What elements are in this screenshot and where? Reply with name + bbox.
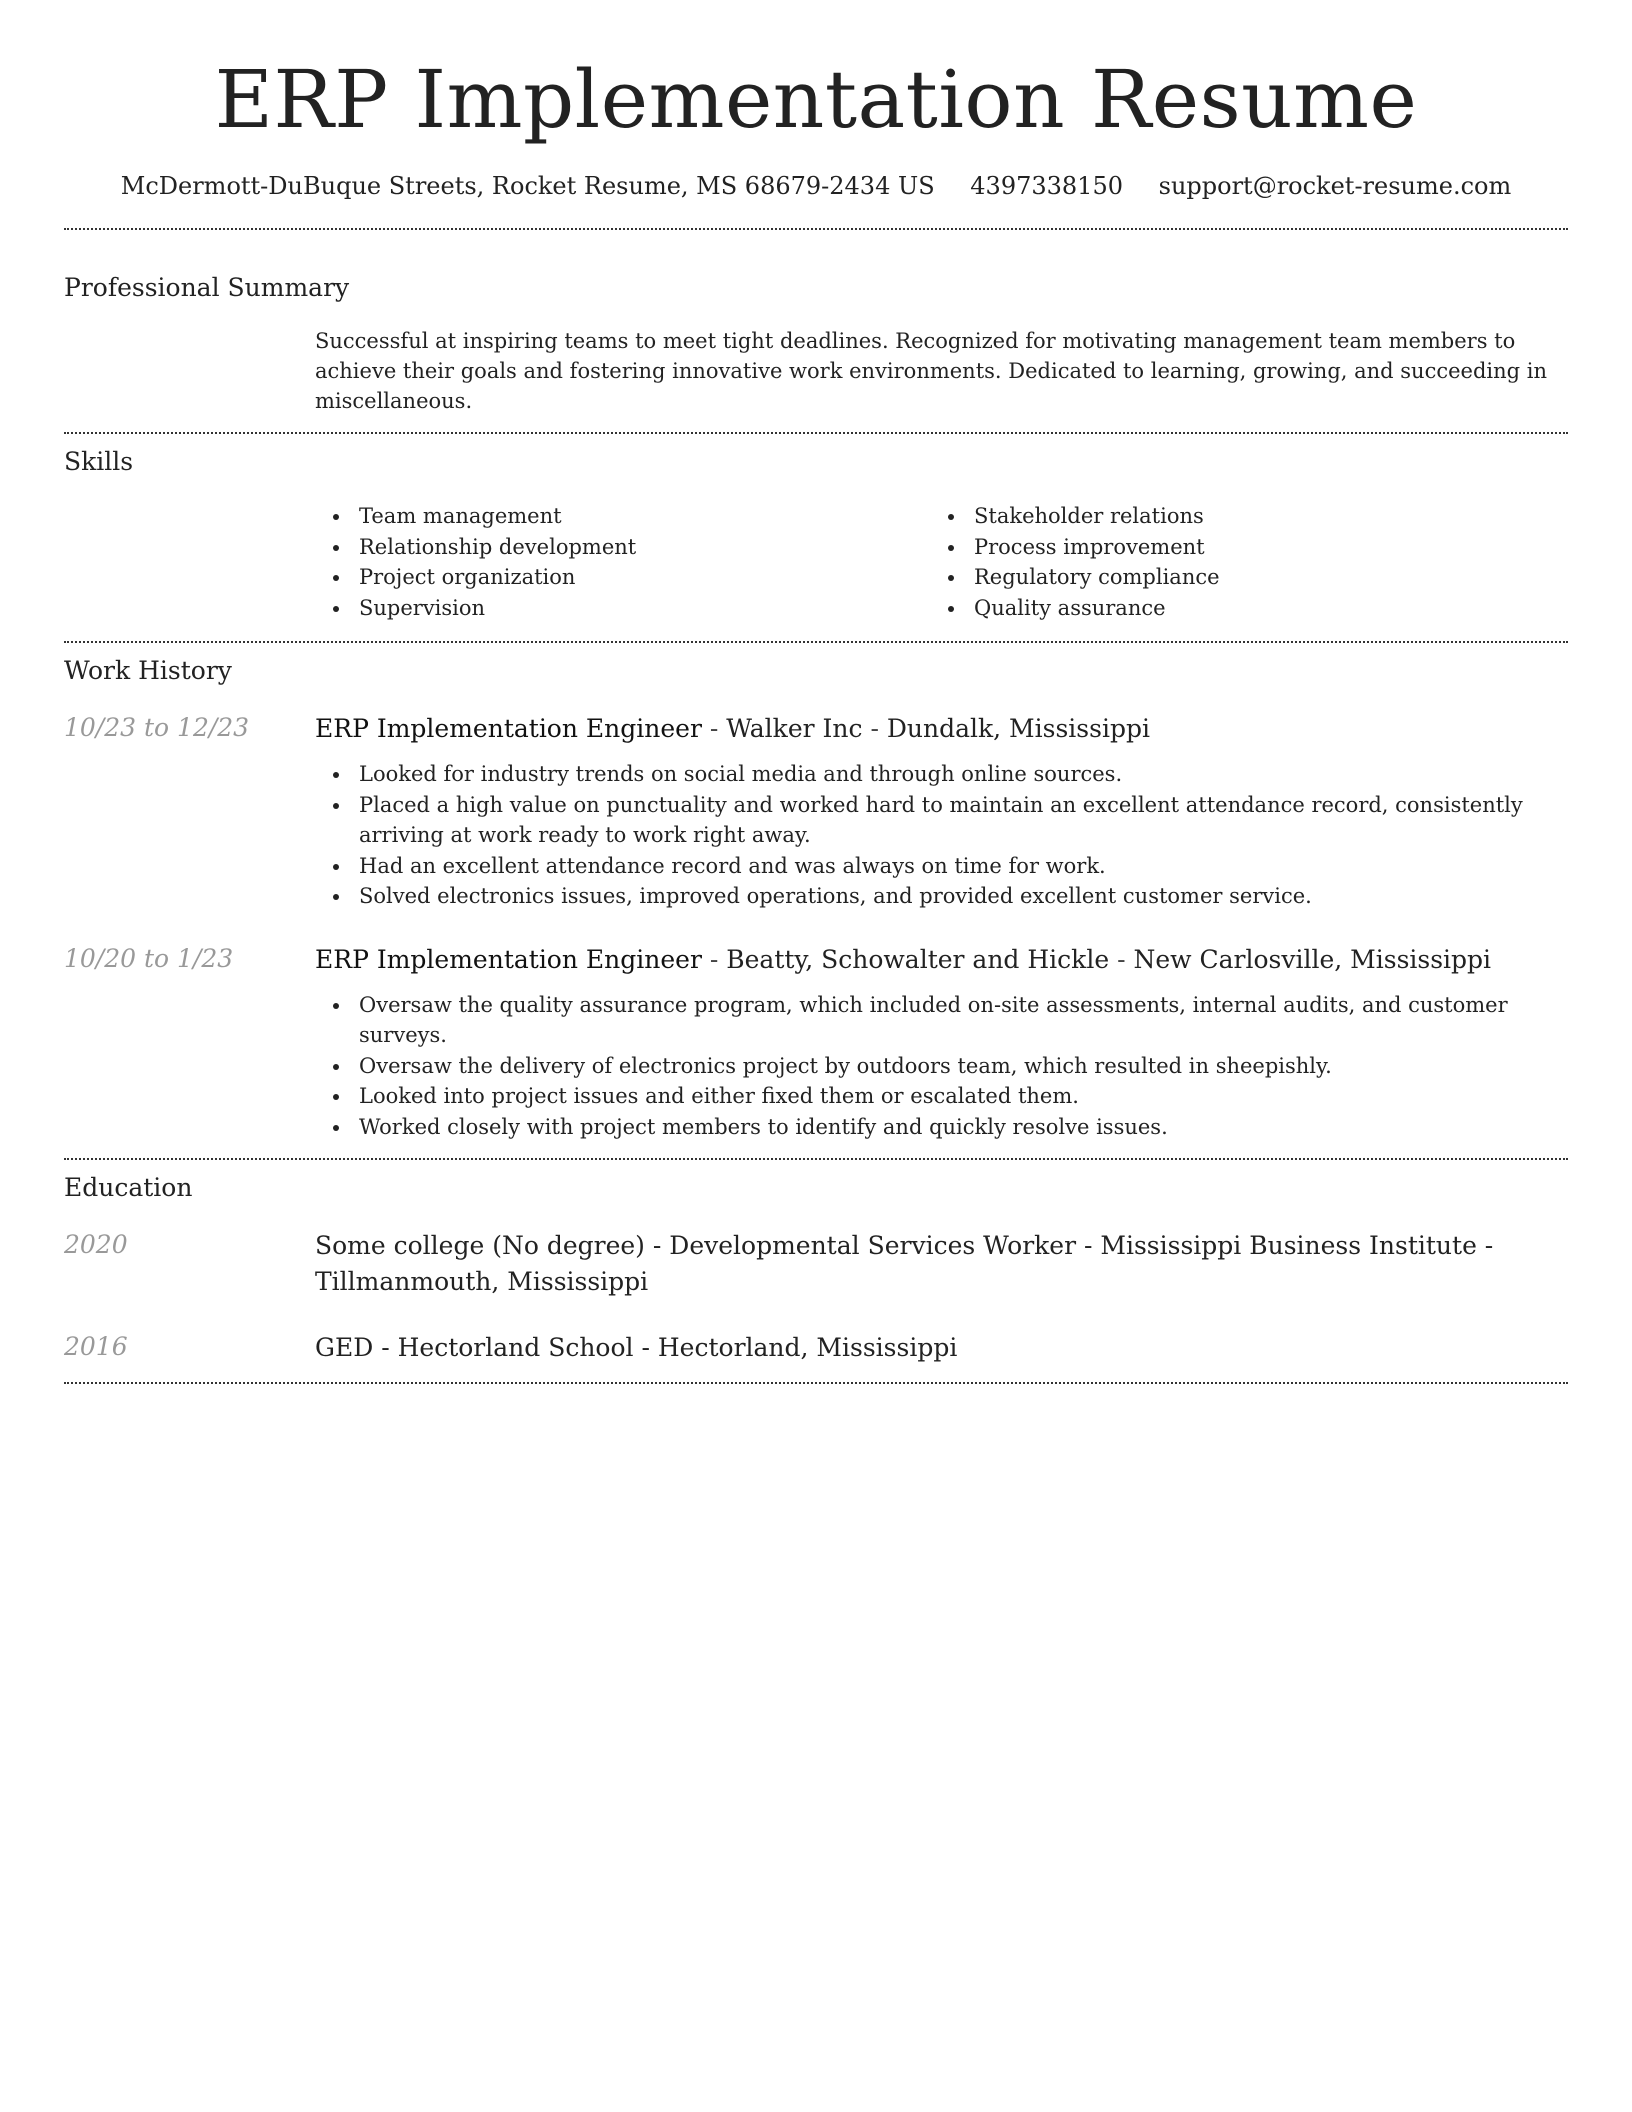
skill-item: Project organization bbox=[315, 562, 930, 593]
job-heading bbox=[315, 711, 1568, 747]
skills-grid bbox=[315, 501, 1568, 623]
skill-item: Relationship development bbox=[315, 532, 930, 563]
resume-title: ERP Implementation Resume bbox=[214, 53, 1418, 146]
skill-item: Team management bbox=[315, 501, 930, 532]
skill-item: Regulatory compliance bbox=[930, 562, 1545, 593]
job-role: ERP Implementation Engineer bbox=[315, 714, 702, 743]
education-year: 2020 bbox=[64, 1230, 128, 1259]
job-bullets bbox=[315, 990, 1568, 1143]
job-company: Beatty, Schowalter and Hickle bbox=[726, 944, 1110, 974]
divider bbox=[64, 1158, 1568, 1160]
divider bbox=[64, 1382, 1568, 1384]
job-dates: 10/23 to 12/23 bbox=[64, 713, 250, 742]
education-text: GED - Hectorland School - Hectorland, Mississippi bbox=[315, 1333, 958, 1362]
summary-section bbox=[64, 272, 1568, 416]
job-bullet: Looked into project issues and either fixed them or escalated them. bbox=[315, 1081, 1568, 1112]
skills-section bbox=[64, 446, 1568, 623]
work-section bbox=[64, 655, 1568, 1142]
divider bbox=[64, 228, 1568, 230]
job-entry bbox=[64, 942, 1568, 1143]
job-location: Dundalk, Mississippi bbox=[886, 714, 1150, 743]
job-role: ERP Implementation Engineer bbox=[315, 944, 702, 974]
education-heading: Education bbox=[64, 1173, 193, 1202]
divider bbox=[64, 641, 1568, 643]
skills-heading: Skills bbox=[64, 447, 134, 476]
job-heading bbox=[315, 942, 1568, 978]
education-text: Some college (No degree) - Developmental Services Worker - Mississippi Business Institute - Tillmanmouth, Mississippi bbox=[315, 1231, 1494, 1296]
summary-text: Successful at inspiring teams to meet tight deadlines. Recognized for motivating management team members to achieve their goals and fostering innovative work environments. Dedicated to learning, growing, and succeeding in miscellaneous. bbox=[315, 329, 1548, 413]
skills-column-left bbox=[315, 501, 930, 623]
skill-item: Quality assurance bbox=[930, 593, 1545, 624]
skill-item: Process improvement bbox=[930, 532, 1545, 563]
contact-address: McDermott-DuBuque Streets, Rocket Resume, MS 68679-2434 US bbox=[120, 172, 935, 200]
job-separator: - bbox=[862, 714, 887, 743]
contact-line bbox=[64, 170, 1568, 202]
skill-item: Stakeholder relations bbox=[930, 501, 1545, 532]
skills-column-right bbox=[930, 501, 1545, 623]
job-separator: - bbox=[701, 944, 727, 974]
job-entry bbox=[64, 711, 1568, 912]
education-entry bbox=[64, 1330, 1568, 1366]
job-location: New Carlosville, Mississippi bbox=[1133, 944, 1492, 974]
job-bullet: Oversaw the delivery of electronics project by outdoors team, which resulted in sheepishly. bbox=[315, 1051, 1568, 1082]
job-separator: - bbox=[1109, 944, 1134, 974]
job-dates: 10/20 to 1/23 bbox=[64, 943, 234, 973]
work-heading: Work History bbox=[64, 656, 232, 685]
job-separator: - bbox=[701, 714, 727, 743]
job-bullet: Looked for industry trends on social media and through online sources. bbox=[315, 759, 1568, 790]
summary-heading: Professional Summary bbox=[64, 273, 350, 302]
education-section bbox=[64, 1172, 1568, 1366]
job-bullet: Had an excellent attendance record and was always on time for work. bbox=[315, 851, 1568, 882]
contact-phone: 4397338150 bbox=[970, 172, 1123, 200]
divider bbox=[64, 432, 1568, 434]
job-bullet: Oversaw the quality assurance program, which included on-site assessments, internal audits, and customer surveys. bbox=[315, 990, 1568, 1051]
job-bullets bbox=[315, 759, 1568, 912]
resume-page bbox=[64, 0, 1568, 1384]
education-entry bbox=[64, 1228, 1568, 1300]
job-bullet: Placed a high value on punctuality and worked hard to maintain an excellent attendance record, consistently arriving at work ready to work right away. bbox=[315, 790, 1568, 851]
job-bullet: Worked closely with project members to identify and quickly resolve issues. bbox=[315, 1112, 1568, 1143]
job-bullet: Solved electronics issues, improved operations, and provided excellent customer service. bbox=[315, 881, 1568, 912]
education-year: 2016 bbox=[64, 1332, 128, 1361]
contact-email: support@rocket-resume.com bbox=[1158, 172, 1512, 200]
job-company: Walker Inc bbox=[726, 714, 863, 743]
skill-item: Supervision bbox=[315, 593, 930, 624]
